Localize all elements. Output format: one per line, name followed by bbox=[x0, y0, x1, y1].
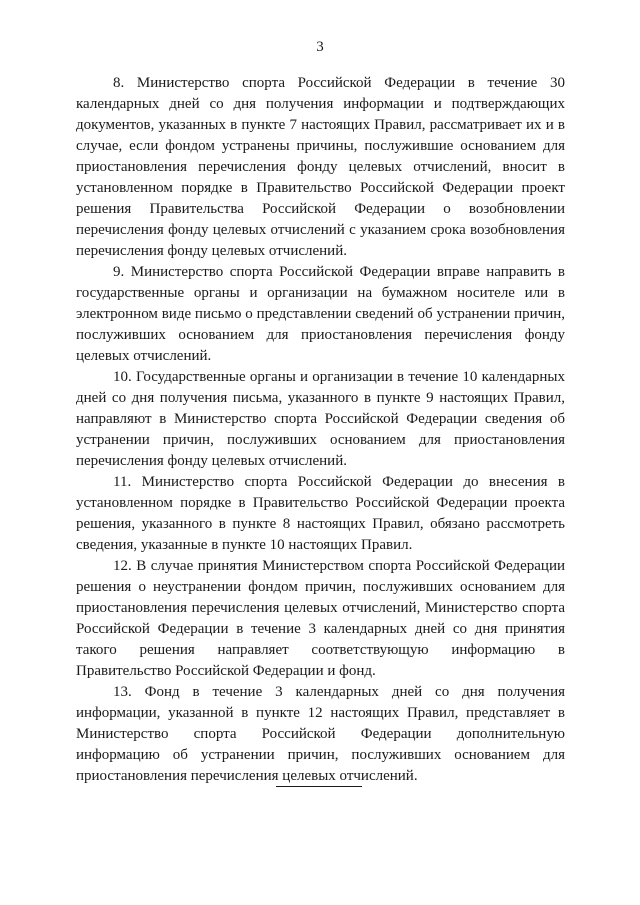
page-number: 3 bbox=[316, 39, 324, 55]
paragraph-9: 9. Министерство спорта Российской Федерации вправе направить в государственные органы и организации на бумажном носителе или в электронном виде письмо о представлении сведений об устранении причин, послуживших основанием для приостановления перечисления фонду целевых отчислений. bbox=[76, 264, 565, 364]
document-body bbox=[76, 73, 565, 787]
paragraph-12: 12. В случае принятия Министерством спорта Российской Федерации решения о неустранении фондом причин, послуживших основанием для приостановления перечисления целевых отчислений, Министерство спорта Российской Федерации в течение 3 календарных дней со дня принятия такого решения направляет соответствующую информацию в Правительство Российской Федерации и фонд. bbox=[76, 558, 565, 679]
paragraph-10: 10. Государственные органы и организации в течение 10 календарных дней со дня получения письма, указанного в пункте 9 настоящих Правил, направляют в Министерство спорта Российской Федерации сведения об устранении причин, послуживших основанием для приостановления перечисления фонду целевых отчислений. bbox=[76, 369, 565, 469]
paragraph-13: 13. Фонд в течение 3 календарных дней со дня получения информации, указанной в пункте 12 настоящих Правил, представляет в Министерство спорта Российской Федерации дополнительную информацию об устранении причин, послуживших основанием для приостановления перечисления целевых отчислений. bbox=[76, 684, 565, 784]
end-of-text-divider bbox=[276, 786, 362, 787]
paragraph-8: 8. Министерство спорта Российской Федерации в течение 30 календарных дней со дня получения информации и подтверждающих документов, указанных в пункте 7 настоящих Правил, рассматривает их и в случае, если фондом устранены причины, послужившие основанием для приостановления перечисления фонду целевых отчислений, вносит в установленном порядке в Правительство Российской Федерации проект решения Правительства Российской Федерации о возобновлении перечисления фонду целевых отчислений с указанием срока возобновления перечисления фонду целевых отчислений. bbox=[76, 75, 565, 259]
paragraph-11: 11. Министерство спорта Российской Федерации до внесения в установленном порядке в Правительство Российской Федерации проекта решения, указанного в пункте 8 настоящих Правил, обязано рассмотреть сведения, указанные в пункте 10 настоящих Правил. bbox=[76, 474, 565, 553]
